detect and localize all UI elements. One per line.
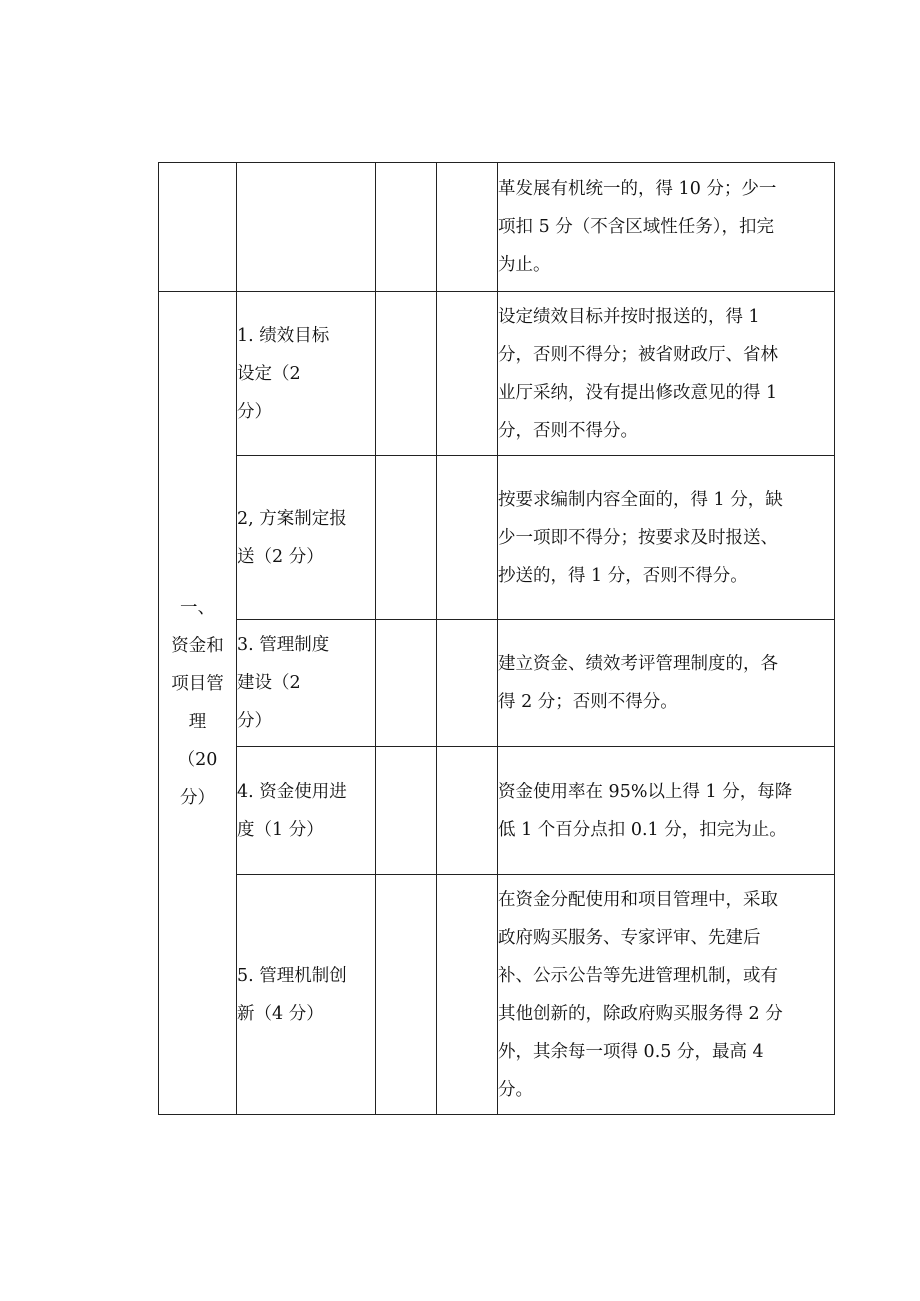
item-name-cell: [237, 292, 376, 456]
criteria-cell: [498, 875, 835, 1115]
remark-cell: [437, 292, 498, 456]
item-name-cell: [237, 747, 376, 875]
score-cell: [376, 875, 437, 1115]
remark-cell-empty: [437, 163, 498, 292]
table-row: [159, 456, 835, 620]
item-name: 3. 管理制度 建设（2 分）: [237, 635, 330, 731]
table-row: [159, 620, 835, 747]
criteria-cell: [498, 163, 835, 292]
criteria-cell: [498, 747, 835, 875]
item-name: 1. 绩效目标 设定（2 分）: [237, 325, 330, 422]
item-name: 4. 资金使用进 度（1 分）: [237, 781, 347, 840]
item-name-cell: [237, 875, 376, 1115]
item-name: 2, 方案制定报 送（2 分）: [237, 508, 347, 567]
criteria-text: 设定绩效目标并按时报送的，得 1 分，否则不得分；被省财政厅、省林 业厅采纳，没有提出修改意见的得 1 分，否则不得分。: [498, 306, 778, 441]
criteria-cell: [498, 620, 835, 747]
score-cell: [376, 292, 437, 456]
item-name: 5. 管理机制创 新（4 分）: [237, 965, 347, 1024]
remark-cell: [437, 620, 498, 747]
criteria-cell: [498, 292, 835, 456]
category-cell: [159, 292, 237, 1115]
score-cell-empty: [376, 163, 437, 292]
remark-cell: [437, 875, 498, 1115]
table-row: [159, 292, 835, 456]
criteria-text: 革发展有机统一的，得 10 分；少一 项扣 5 分（不含区域性任务），扣完 为止。: [498, 179, 777, 275]
criteria-cell: [498, 456, 835, 620]
score-cell: [376, 456, 437, 620]
criteria-text: 建立资金、绩效考评管理制度的，各 得 2 分；否则不得分。: [498, 654, 778, 712]
scoring-table: [158, 162, 835, 1115]
remark-cell: [437, 456, 498, 620]
score-cell: [376, 620, 437, 747]
item-cell-empty: [237, 163, 376, 292]
category-cell-empty: [159, 163, 237, 292]
remark-cell: [437, 747, 498, 875]
table-row: [159, 747, 835, 875]
criteria-text: 在资金分配使用和项目管理中，采取 政府购买服务、专家评审、先建后 补、公示公告等先进管理机制，或有 其他创新的，除政府购买服务得 2 分 外，其余每一项得 0.5 分，最高 4 分。: [498, 889, 783, 1100]
item-name-cell: [237, 620, 376, 747]
criteria-text: 按要求编制内容全面的，得 1 分，缺 少一项即不得分；按要求及时报送、 抄送的，得 1 分，否则不得分。: [498, 489, 783, 586]
criteria-text: 资金使用率在 95%以上得 1 分，每降 低 1 个百分点扣 0.1 分，扣完为止。: [498, 781, 793, 840]
item-name-cell: [237, 456, 376, 620]
table-row: [159, 875, 835, 1115]
score-cell: [376, 747, 437, 875]
category-label: 一、 资金和 项目管 理 （20 分）: [171, 598, 224, 808]
table-row-continuation: [159, 163, 835, 292]
